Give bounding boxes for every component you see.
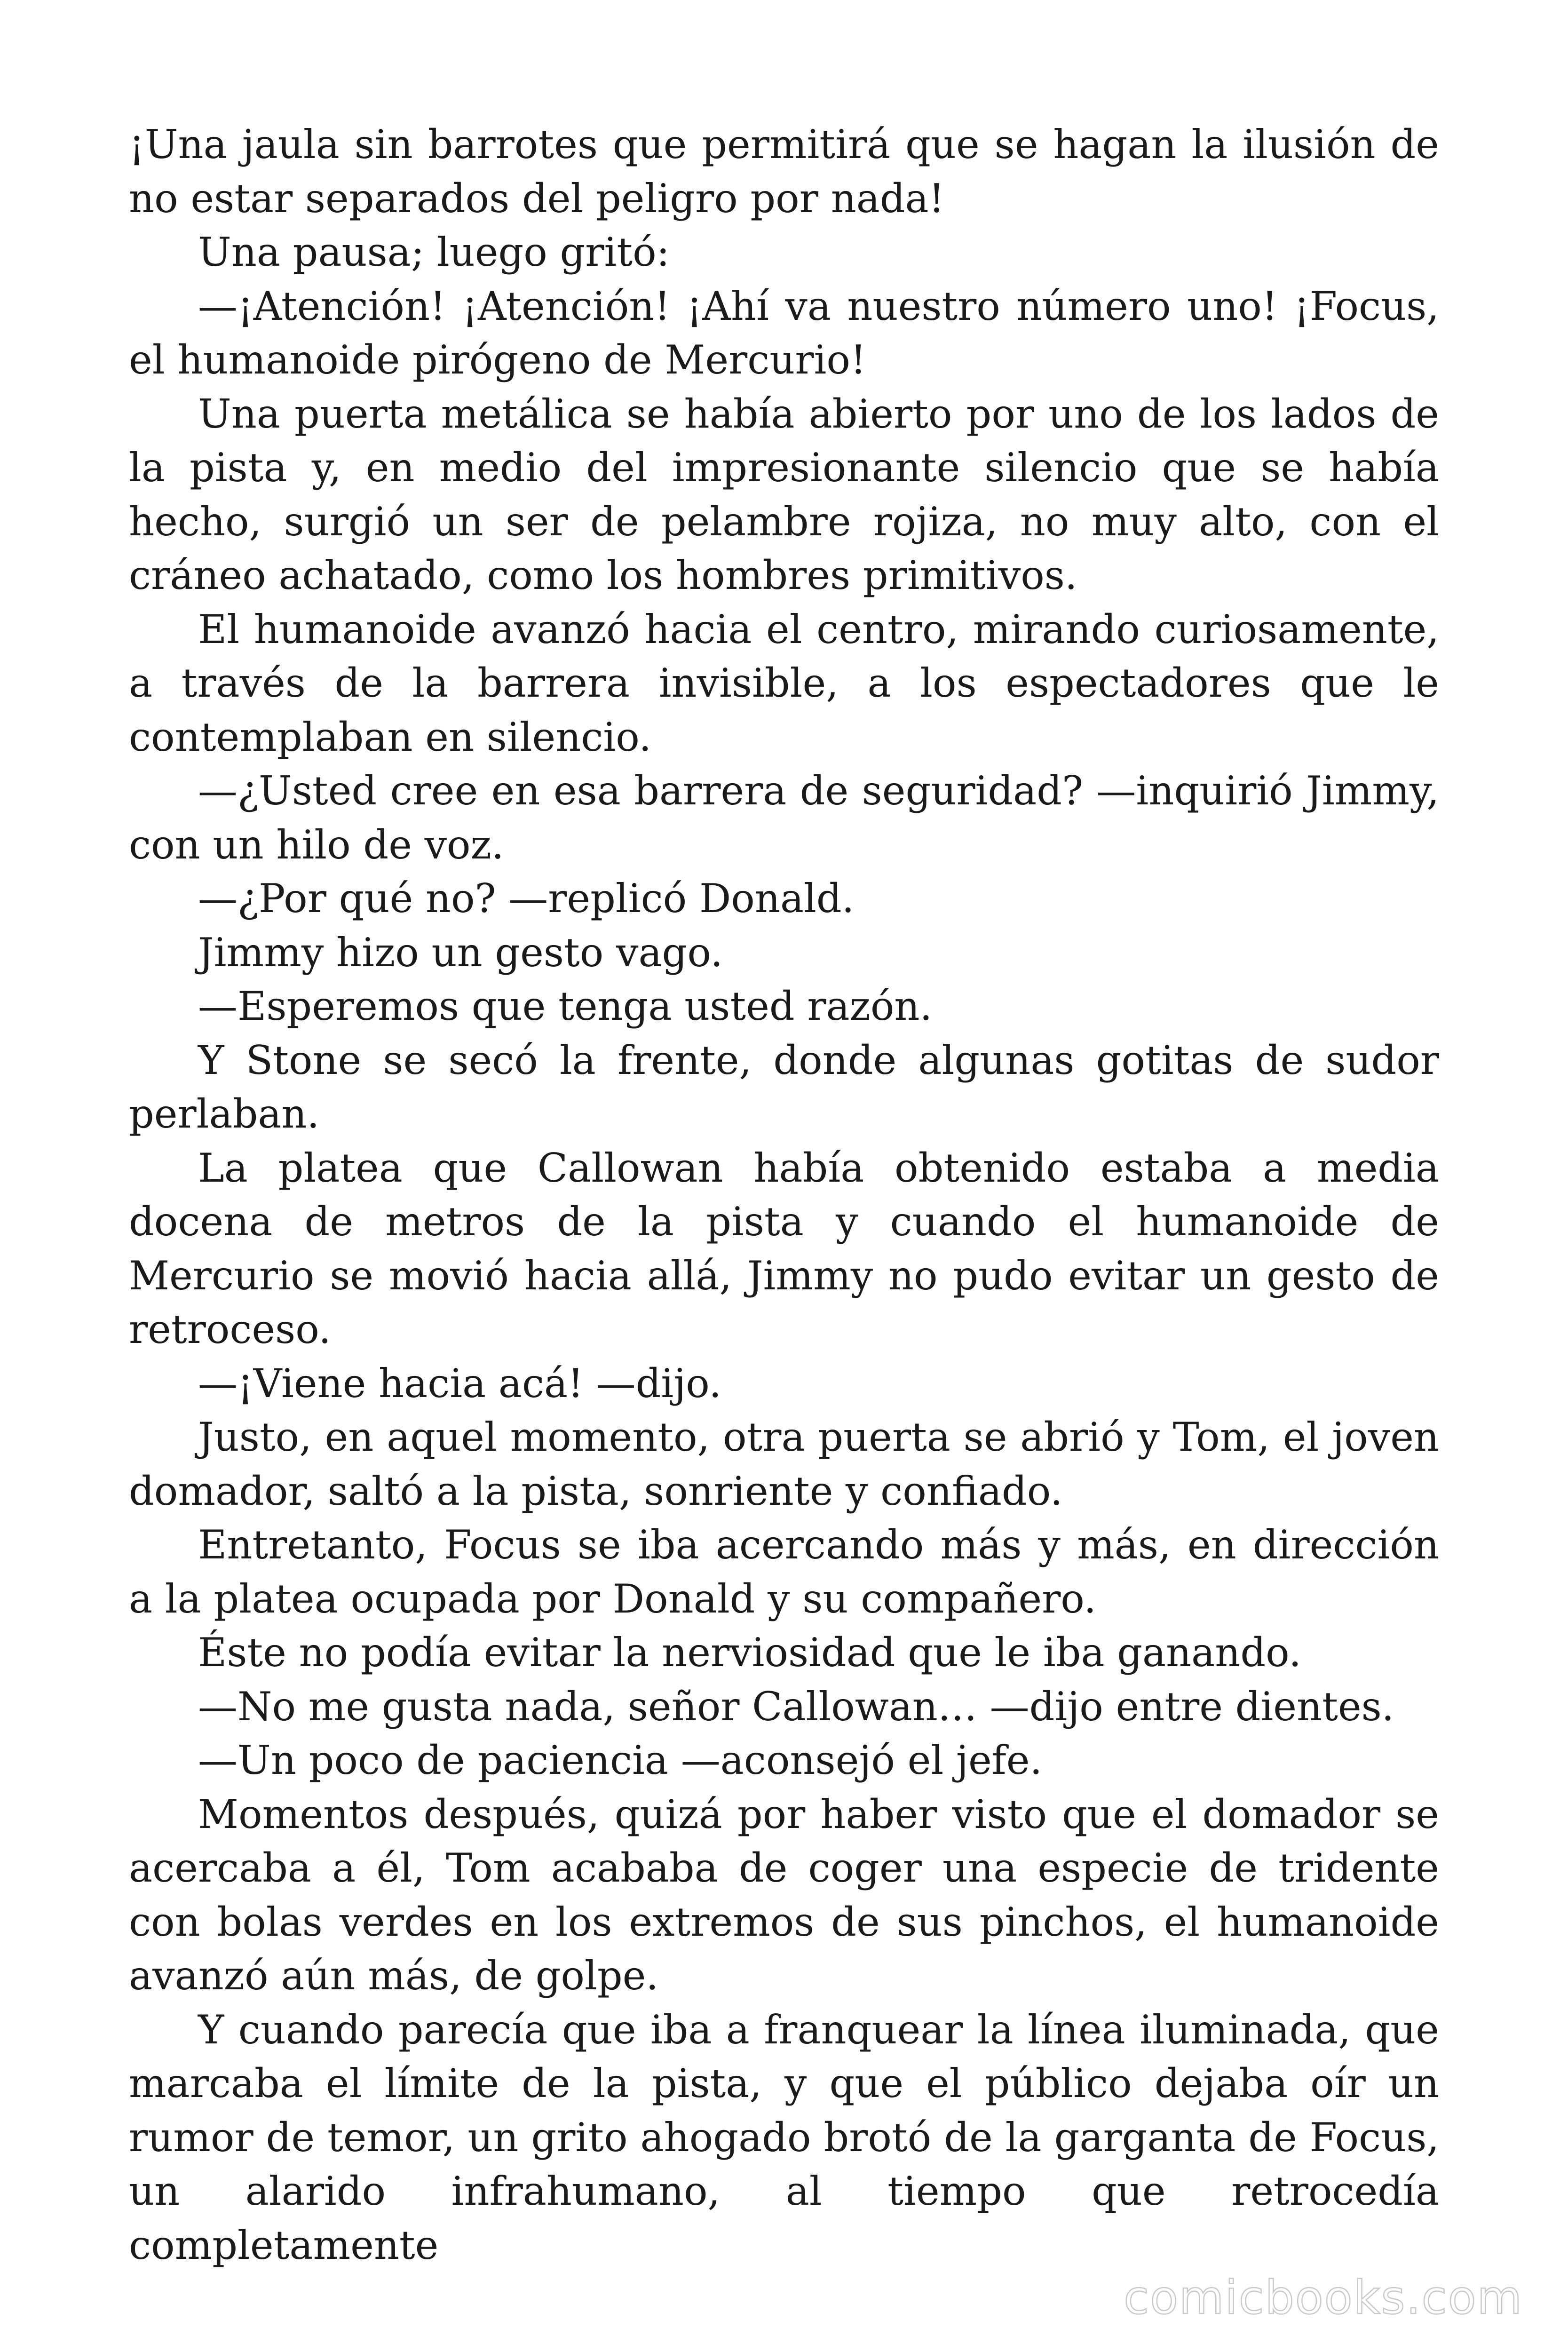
paragraph-16: —No me gusta nada, señor Callowan… —dijo entre dientes. bbox=[198, 1683, 1394, 1730]
watermark: comicbooks.com bbox=[1124, 2271, 1523, 2325]
paragraph-3: —¡Atención! ¡Atención! ¡Ahí va nuestro número uno! ¡Focus, el humanoide pirógeno de Mercurio! bbox=[129, 283, 1439, 383]
paragraph-8: Jimmy hizo un gesto vago. bbox=[198, 929, 723, 976]
page-body bbox=[129, 118, 1439, 2272]
paragraph-17: —Un poco de paciencia —aconsejó el jefe. bbox=[198, 1737, 1043, 1783]
paragraph-1: ¡Una jaula sin barrotes que permitirá que se hagan la ilusión de no estar separados del peligro por nada! bbox=[129, 121, 1439, 222]
paragraph-11: La platea que Callowan había obtenido estaba a media docena de metros de la pista y cuando el humanoide de Mercurio se movió hacia allá, Jimmy no pudo evitar un gesto de retroceso. bbox=[129, 1144, 1439, 1352]
paragraph-13: Justo, en aquel momento, otra puerta se abrió y Tom, el joven domador, saltó a la pista, sonriente y confiado. bbox=[129, 1414, 1439, 1514]
paragraph-2: Una pausa; luego gritó: bbox=[198, 229, 670, 275]
paragraph-15: Éste no podía evitar la nerviosidad que le iba ganando. bbox=[198, 1629, 1301, 1676]
paragraph-14: Entretanto, Focus se iba acercando más y más, en dirección a la platea ocupada por Donald y su compañero. bbox=[129, 1522, 1439, 1622]
paragraph-19: Y cuando parecía que iba a franquear la línea iluminada, que marcaba el límite de la pista, y que el público dejaba oír un rumor de temor, un grito ahogado brotó de la garganta de Focus, un alarido infrahumano, al tiempo que retrocedía completamente bbox=[129, 2006, 1439, 2268]
paragraph-4: Una puerta metálica se había abierto por uno de los lados de la pista y, en medio del impresionante silencio que se había hecho, surgió un ser de pelambre rojiza, no muy alto, con el cráneo achatado, como los hombres primitivos. bbox=[129, 390, 1439, 598]
paragraph-9: —Esperemos que tenga usted razón. bbox=[198, 983, 933, 1029]
paragraph-12: —¡Viene hacia acá! —dijo. bbox=[198, 1360, 722, 1406]
paragraph-10: Y Stone se secó la frente, donde algunas gotitas de sudor perlaban. bbox=[129, 1037, 1439, 1137]
paragraph-7: —¿Por qué no? —replicó Donald. bbox=[198, 875, 855, 922]
paragraph-18: Momentos después, quizá por haber visto que el domador se acercaba a él, Tom acababa de coger una especie de tridente con bolas verdes en los extremos de sus pinchos, el humanoide avanzó aún más, de golpe. bbox=[129, 1791, 1439, 1999]
paragraph-6: —¿Usted cree en esa barrera de seguridad? —inquirió Jimmy, con un hilo de voz. bbox=[129, 768, 1439, 868]
paragraph-5: El humanoide avanzó hacia el centro, mirando curiosamente, a través de la barrera invisible, a los espectadores que le contemplaban en silencio. bbox=[129, 606, 1439, 760]
